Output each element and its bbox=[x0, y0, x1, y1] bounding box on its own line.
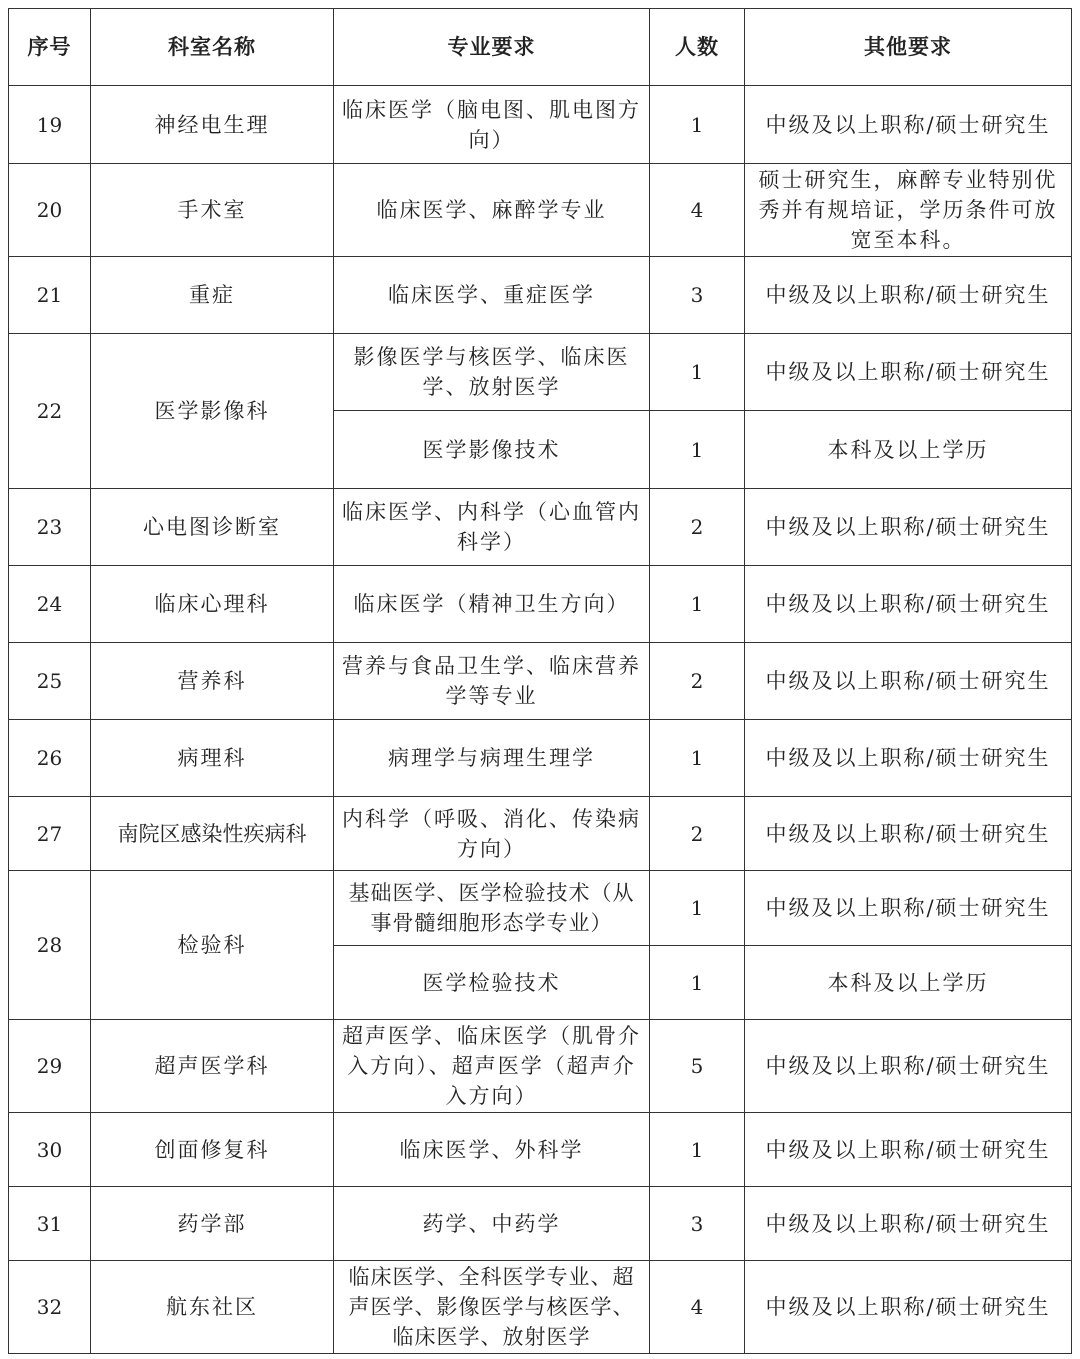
table-row bbox=[9, 257, 1072, 334]
table-row bbox=[9, 720, 1072, 797]
row-count: 1 bbox=[650, 871, 745, 946]
row-other: 中级及以上职称/硕士研究生 bbox=[745, 1113, 1072, 1187]
row-other: 中级及以上职称/硕士研究生 bbox=[745, 871, 1072, 946]
header-major: 专业要求 bbox=[334, 9, 650, 86]
table-row bbox=[9, 164, 1072, 257]
header-no: 序号 bbox=[9, 9, 91, 86]
row-dept: 神经电生理 bbox=[91, 86, 334, 164]
table-row bbox=[9, 1261, 1072, 1354]
table-row bbox=[9, 566, 1072, 643]
row-no: 29 bbox=[9, 1020, 91, 1113]
header-other: 其他要求 bbox=[745, 9, 1072, 86]
row-major: 基础医学、医学检验技术（从事骨髓细胞形态学专业） bbox=[334, 871, 650, 946]
row-dept: 药学部 bbox=[91, 1187, 334, 1261]
row-count: 1 bbox=[650, 411, 745, 489]
row-no: 31 bbox=[9, 1187, 91, 1261]
row-major: 临床医学、麻醉学专业 bbox=[334, 164, 650, 257]
header-count: 人数 bbox=[650, 9, 745, 86]
recruitment-table-container bbox=[8, 8, 1072, 1354]
row-dept: 医学影像科 bbox=[91, 334, 334, 489]
table-row bbox=[9, 334, 1072, 411]
row-count: 3 bbox=[650, 257, 745, 334]
row-other: 中级及以上职称/硕士研究生 bbox=[745, 1020, 1072, 1113]
row-major: 内科学（呼吸、消化、传染病方向） bbox=[334, 797, 650, 871]
row-no: 24 bbox=[9, 566, 91, 643]
row-other: 中级及以上职称/硕士研究生 bbox=[745, 566, 1072, 643]
row-major: 病理学与病理生理学 bbox=[334, 720, 650, 797]
table-row bbox=[9, 871, 1072, 946]
row-count: 4 bbox=[650, 1261, 745, 1354]
row-no: 21 bbox=[9, 257, 91, 334]
row-count: 1 bbox=[650, 1113, 745, 1187]
row-no: 25 bbox=[9, 643, 91, 720]
row-count: 4 bbox=[650, 164, 745, 257]
row-other: 中级及以上职称/硕士研究生 bbox=[745, 797, 1072, 871]
table-row bbox=[9, 1187, 1072, 1261]
row-no: 28 bbox=[9, 871, 91, 1020]
row-dept: 超声医学科 bbox=[91, 1020, 334, 1113]
row-dept: 检验科 bbox=[91, 871, 334, 1020]
row-count: 2 bbox=[650, 489, 745, 566]
row-other: 中级及以上职称/硕士研究生 bbox=[745, 257, 1072, 334]
row-count: 1 bbox=[650, 720, 745, 797]
row-count: 2 bbox=[650, 797, 745, 871]
row-no: 32 bbox=[9, 1261, 91, 1354]
row-no: 20 bbox=[9, 164, 91, 257]
row-other: 中级及以上职称/硕士研究生 bbox=[745, 643, 1072, 720]
row-dept: 创面修复科 bbox=[91, 1113, 334, 1187]
row-no: 19 bbox=[9, 86, 91, 164]
row-other: 中级及以上职称/硕士研究生 bbox=[745, 334, 1072, 411]
table-row bbox=[9, 1020, 1072, 1113]
row-dept: 南院区感染性疾病科 bbox=[91, 797, 334, 871]
row-count: 1 bbox=[650, 86, 745, 164]
row-major: 临床医学、重症医学 bbox=[334, 257, 650, 334]
row-no: 22 bbox=[9, 334, 91, 489]
row-major: 超声医学、临床医学（肌骨介入方向）、超声医学（超声介入方向） bbox=[334, 1020, 650, 1113]
row-count: 2 bbox=[650, 643, 745, 720]
row-no: 27 bbox=[9, 797, 91, 871]
row-other: 中级及以上职称/硕士研究生 bbox=[745, 86, 1072, 164]
row-other: 硕士研究生，麻醉专业特别优秀并有规培证，学历条件可放宽至本科。 bbox=[745, 164, 1072, 257]
row-dept: 手术室 bbox=[91, 164, 334, 257]
row-major: 临床医学、内科学（心血管内科学） bbox=[334, 489, 650, 566]
row-dept: 心电图诊断室 bbox=[91, 489, 334, 566]
row-dept: 病理科 bbox=[91, 720, 334, 797]
row-other: 中级及以上职称/硕士研究生 bbox=[745, 1261, 1072, 1354]
row-count: 3 bbox=[650, 1187, 745, 1261]
recruitment-table bbox=[8, 8, 1072, 1354]
row-no: 23 bbox=[9, 489, 91, 566]
header-row bbox=[9, 9, 1072, 86]
row-count: 1 bbox=[650, 946, 745, 1020]
row-count: 1 bbox=[650, 334, 745, 411]
row-major: 临床医学、全科医学专业、超声医学、影像医学与核医学、临床医学、放射医学 bbox=[334, 1261, 650, 1354]
row-no: 30 bbox=[9, 1113, 91, 1187]
table-row bbox=[9, 1113, 1072, 1187]
row-no: 26 bbox=[9, 720, 91, 797]
row-major: 临床医学（精神卫生方向） bbox=[334, 566, 650, 643]
table-row bbox=[9, 489, 1072, 566]
row-dept: 重症 bbox=[91, 257, 334, 334]
table-row bbox=[9, 643, 1072, 720]
row-major: 临床医学（脑电图、肌电图方向） bbox=[334, 86, 650, 164]
row-other: 中级及以上职称/硕士研究生 bbox=[745, 489, 1072, 566]
row-major: 药学、中药学 bbox=[334, 1187, 650, 1261]
header-dept: 科室名称 bbox=[91, 9, 334, 86]
row-count: 1 bbox=[650, 566, 745, 643]
row-count: 5 bbox=[650, 1020, 745, 1113]
row-other: 中级及以上职称/硕士研究生 bbox=[745, 1187, 1072, 1261]
row-major: 影像医学与核医学、临床医学、放射医学 bbox=[334, 334, 650, 411]
row-other: 本科及以上学历 bbox=[745, 946, 1072, 1020]
row-major: 医学影像技术 bbox=[334, 411, 650, 489]
row-other: 本科及以上学历 bbox=[745, 411, 1072, 489]
row-major: 临床医学、外科学 bbox=[334, 1113, 650, 1187]
row-dept: 航东社区 bbox=[91, 1261, 334, 1354]
row-major: 营养与食品卫生学、临床营养学等专业 bbox=[334, 643, 650, 720]
row-dept: 临床心理科 bbox=[91, 566, 334, 643]
row-major: 医学检验技术 bbox=[334, 946, 650, 1020]
row-dept: 营养科 bbox=[91, 643, 334, 720]
table-row bbox=[9, 797, 1072, 871]
row-other: 中级及以上职称/硕士研究生 bbox=[745, 720, 1072, 797]
table-row bbox=[9, 86, 1072, 164]
